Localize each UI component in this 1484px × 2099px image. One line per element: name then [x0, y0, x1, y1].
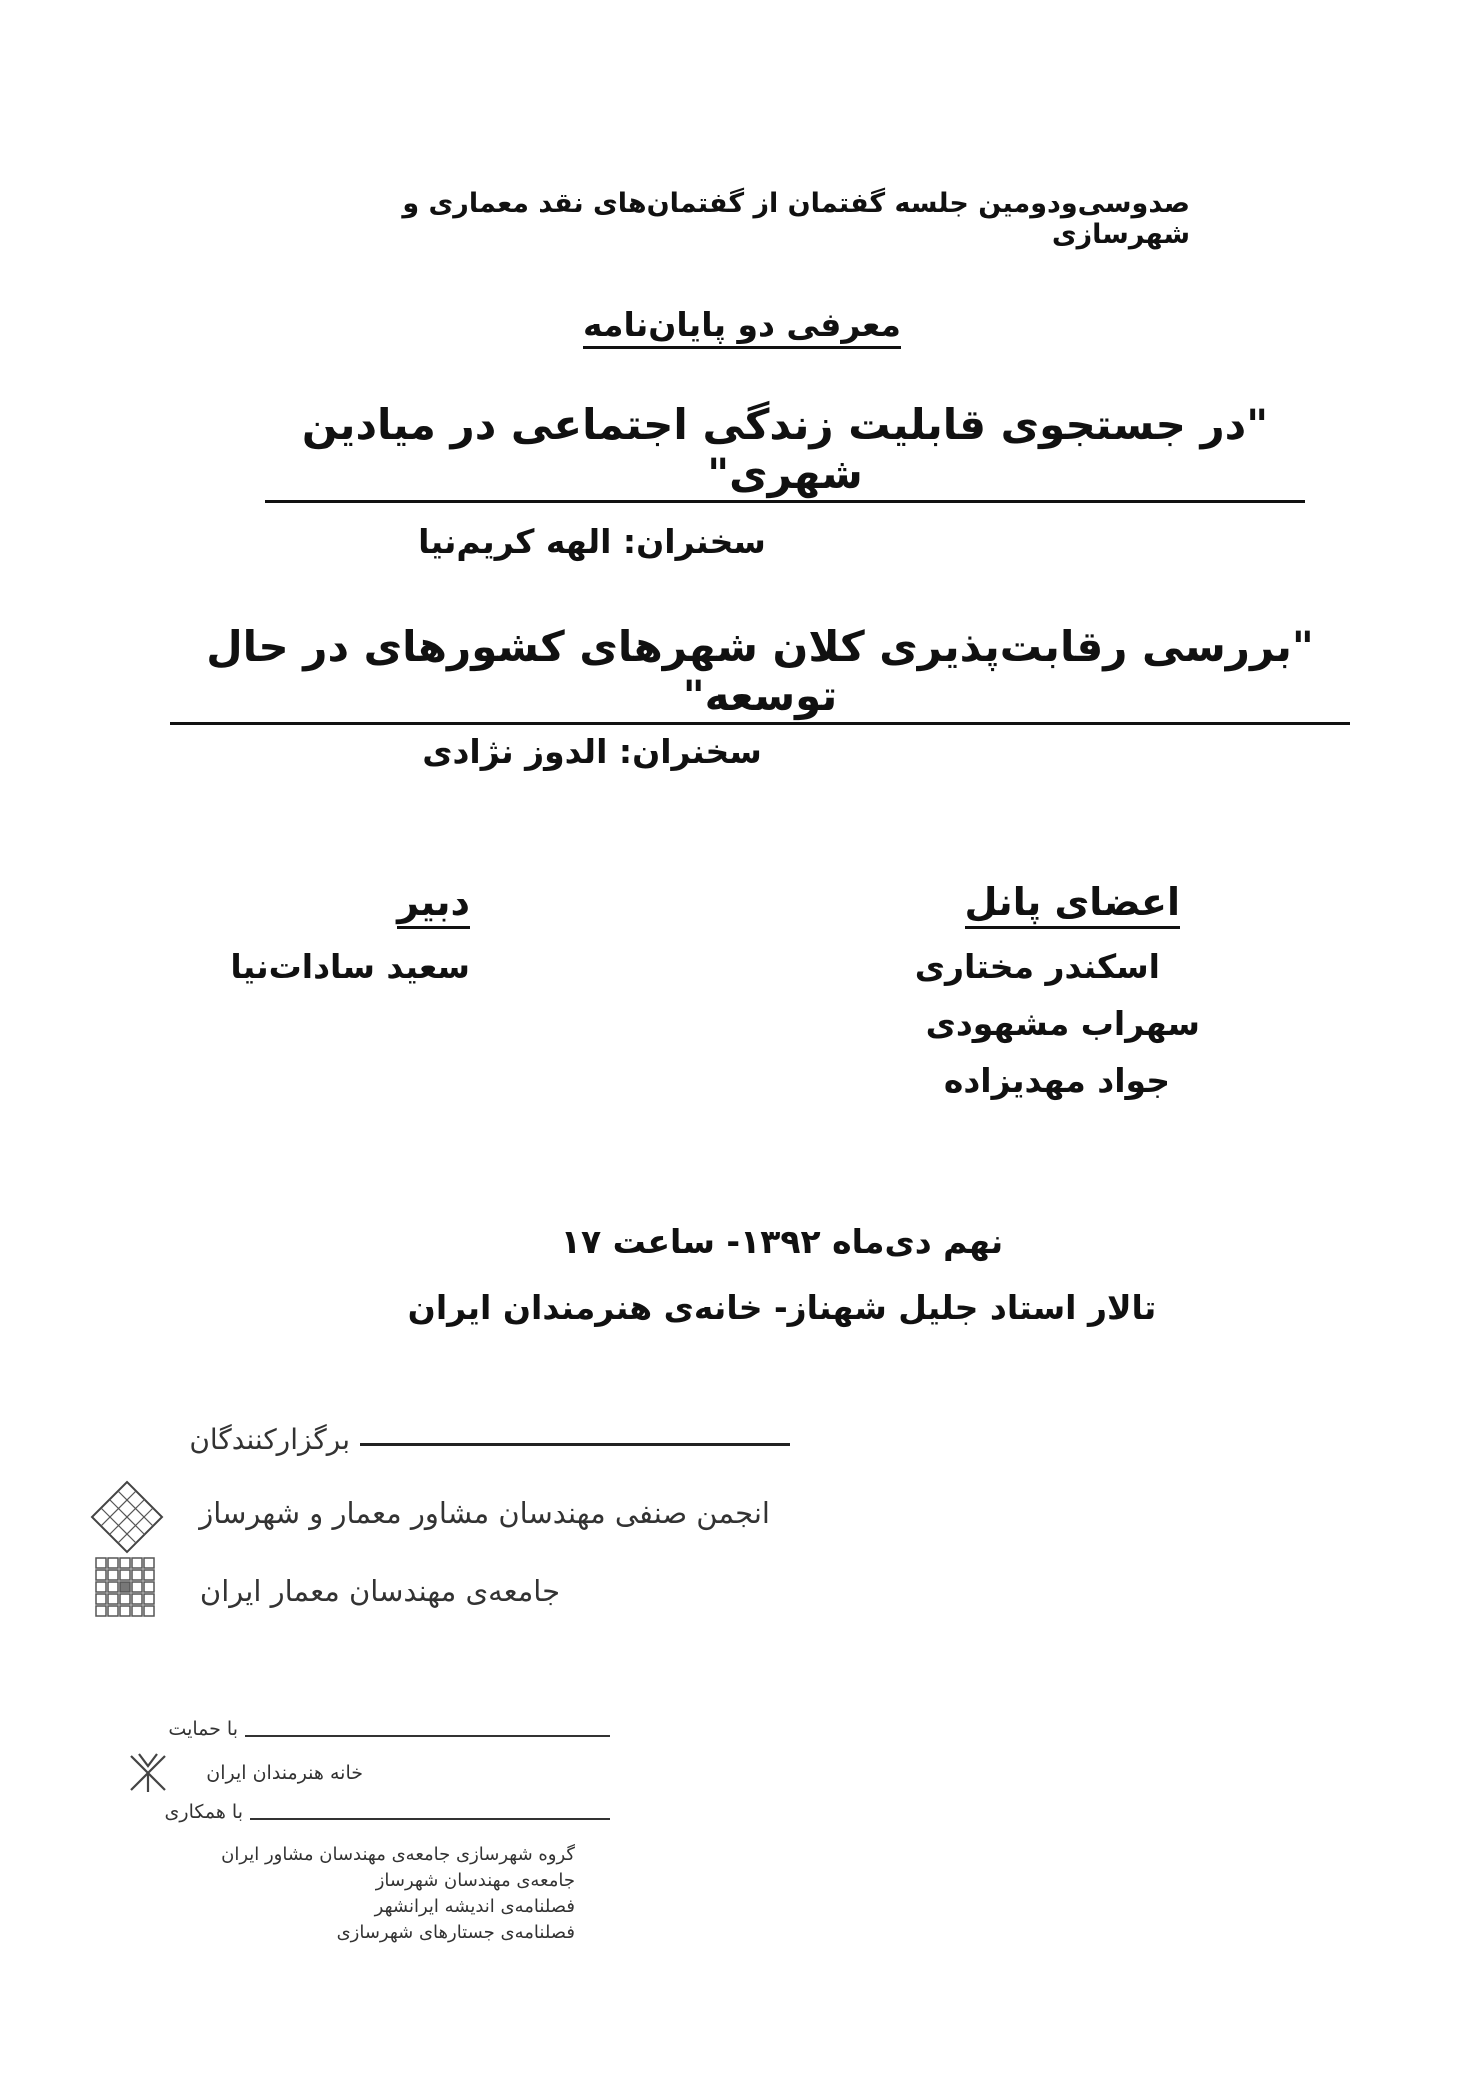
- organizer-name: جامعه‌ی مهندسان معمار ایران: [199, 1574, 560, 1608]
- list-item: جامعه‌ی مهندسان شهرساز: [375, 1870, 575, 1891]
- diamond-lattice-icon: [90, 1480, 164, 1558]
- organizers-heading: برگزارکنندگان: [189, 1423, 350, 1456]
- organizers-rule: [360, 1443, 790, 1446]
- moderator-name: سعید سادات‌نیا: [230, 947, 470, 986]
- artists-house-logo-icon: [125, 1750, 171, 1800]
- intro-heading: معرفی دو پایان‌نامه: [583, 305, 901, 349]
- cooperation-list: [160, 1842, 575, 1946]
- moderator-section: [220, 880, 470, 986]
- panel-section: [880, 880, 1200, 1100]
- talk-2-speaker: سخنران: الدوز نژادی: [422, 732, 762, 771]
- panel-member: اسکندر مختاری: [914, 947, 1160, 986]
- talk-1-title: "در جستجوی قابلیت زندگی اجتماعی در میادین شهری": [265, 400, 1305, 503]
- organizer-item: [90, 1556, 560, 1622]
- list-item: فصلنامه‌ی اندیشه ایرانشهر: [374, 1896, 575, 1917]
- panel-heading: اعضای پانل: [965, 880, 1180, 929]
- list-item: گروه شهرسازی جامعه‌ی مهندسان مشاور ایران: [221, 1844, 575, 1865]
- event-date-time: نهم دی‌ماه ۱۳۹۲- ساعت ۱۷: [560, 1222, 1004, 1261]
- grid-squares-icon: [94, 1556, 156, 1622]
- panel-member: سهراب مشهودی: [925, 1004, 1200, 1043]
- support-rule: [245, 1735, 610, 1737]
- moderator-heading: دبیر: [397, 880, 470, 929]
- panel-member: جواد مهدیزاده: [943, 1061, 1170, 1100]
- event-venue: تالار استاد جلیل شهناز- خانه‌ی هنرمندان ایران: [407, 1288, 1157, 1327]
- talk-1-speaker: سخنران: الهه کریم‌نیا: [418, 522, 766, 561]
- talk-2-title: "بررسی رقابت‌پذیری کلان شهرهای کشورهای در حال توسعه": [170, 622, 1350, 725]
- list-item: فصلنامه‌ی جستارهای شهرسازی: [336, 1922, 575, 1943]
- cooperation-rule: [250, 1818, 610, 1820]
- organizer-name: انجمن صنفی مهندسان مشاور معمار و شهرساز: [199, 1496, 770, 1530]
- session-title: صدوسی‌ودومین جلسه گفتمان از گفتمان‌های نقد معماری و شهرسازی: [402, 188, 1190, 250]
- organizer-item: [90, 1480, 770, 1540]
- support-heading: با حمایت: [168, 1718, 238, 1740]
- support-name: خانه هنرمندان ایران: [206, 1762, 363, 1784]
- support-item: [125, 1750, 365, 1796]
- cooperation-heading: با همکاری: [164, 1801, 243, 1823]
